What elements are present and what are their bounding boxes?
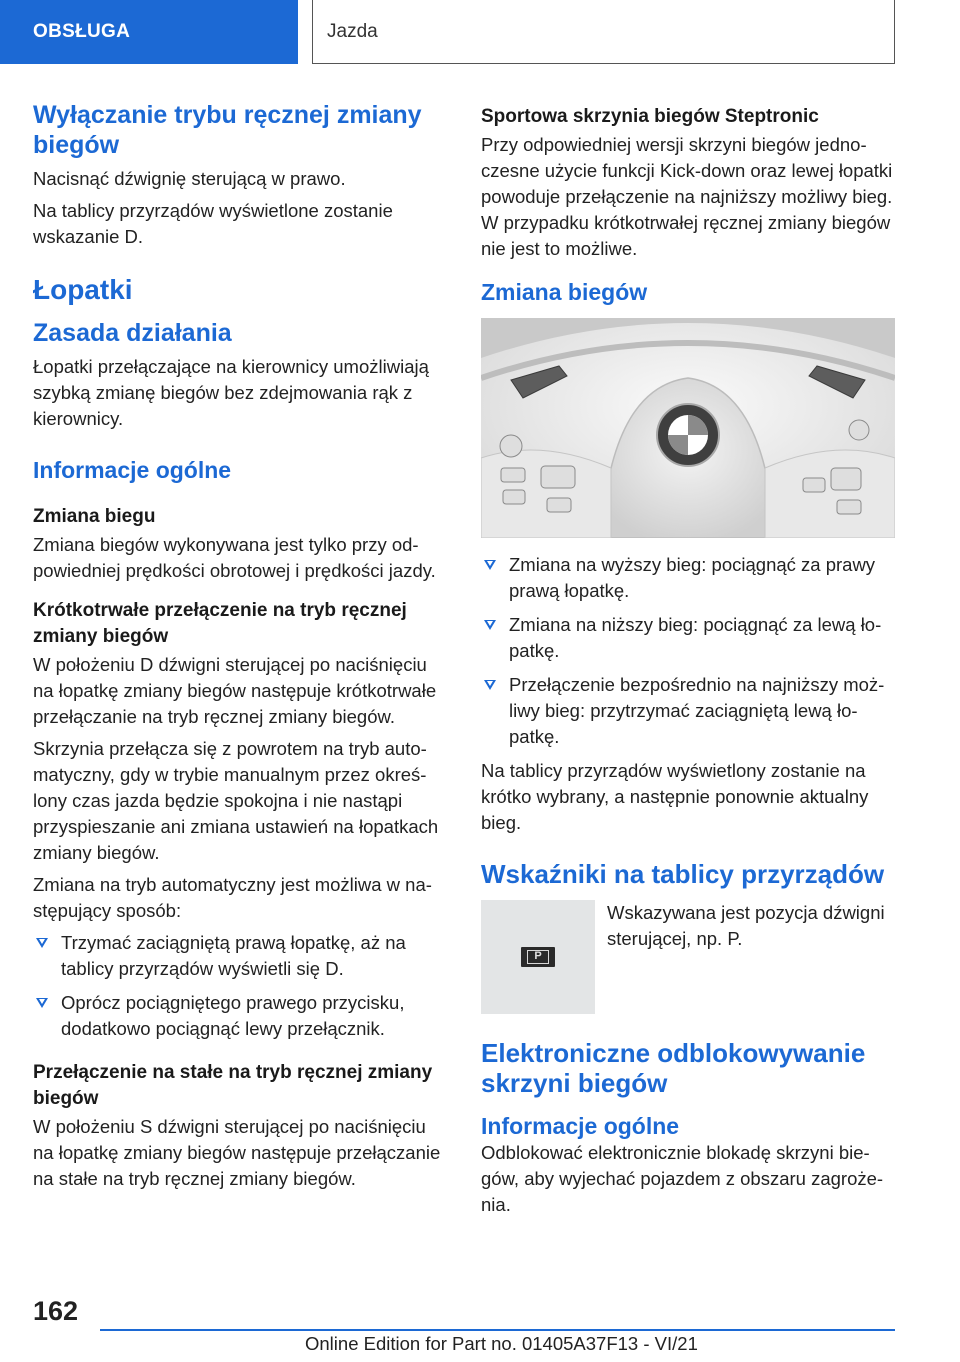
- heading-electronic-unlock: Elektroniczne odblokowywanie skrzyni biegów: [481, 1038, 866, 1098]
- paragraph: Zmiana biegów wykonywana jest tylko przy odpowiedniej prędkości obrotowej i prędkości jazdy.: [33, 534, 436, 581]
- triangle-bullet-icon: [484, 620, 496, 630]
- heading-general: Informacje ogólne: [33, 457, 232, 483]
- heading-principle: Zasada działania: [33, 319, 232, 347]
- paragraph: Przy odpowiedniej wersji skrzyni biegów jednoczesne użycie funkcji Kick-down oraz lewej łopatki powoduje przełączenie na najniższy możliwy bieg. W przypadku krótkotrwałej ręcznej zmiany biegów nie jest to możliwe.: [481, 134, 893, 259]
- footer-divider: [100, 1329, 895, 1331]
- heading-paddles: Łopatki: [33, 274, 133, 305]
- paragraph: Zmiana na tryb automatyczny jest możliwa w następujący sposób:: [33, 874, 432, 921]
- heading-indicators: Wskaźniki na tablicy przyrządów: [481, 859, 885, 889]
- paragraph: Nacisnąć dźwignię sterującą w prawo.: [33, 168, 346, 189]
- page-number: 162: [33, 1296, 79, 1326]
- paragraph: Na tablicy przyrządów wyświetlone zostanie wskazanie D.: [33, 200, 393, 247]
- steering-wheel-image: [481, 318, 895, 538]
- triangle-bullet-icon: [484, 560, 496, 570]
- paragraph: Na tablicy przyrządów wyświetlony zostanie na krótko wybrany, a następnie ponownie aktualny bieg.: [481, 760, 869, 833]
- park-indicator-icon: P: [521, 947, 555, 967]
- triangle-bullet-icon: [484, 680, 496, 690]
- list-item: Zmiana na wyższy bieg: pociągnąć za prawy prawą łopatkę.: [481, 552, 895, 604]
- triangle-bullet-icon: [36, 998, 48, 1008]
- paragraph: Wskazywana jest pozycja dźwigni sterującej, np. P.: [607, 902, 885, 949]
- gear-indicator-image: [481, 900, 595, 1014]
- chapter-title: Jazda: [312, 0, 895, 64]
- bullet-list-auto: [33, 930, 451, 1042]
- heading-general-2: Informacje ogólne: [481, 1113, 680, 1139]
- list-item: Trzymać zaciągniętą prawą łopatkę, aż na tablicy przyrządów wyświetli się D.: [33, 930, 451, 982]
- indicator-block: [481, 900, 895, 1018]
- paragraph: W położeniu D dźwigni sterującej po naciśnięciu na łopatkę zmiany biegów następuje krótkotrwałe przełączanie na tryb ręcznej zmiany biegów.: [33, 654, 437, 727]
- paragraph: Odblokować elektronicznie blokadę skrzyni biegów, aby wyjechać pojazdem z obszaru zagrożenia.: [481, 1142, 884, 1215]
- paragraph: Łopatki przełączające na kierownicy umożliwiają szybką zmianę biegów bez zdejmowania rąk z kierownicy.: [33, 356, 429, 429]
- heading-permanent: Przełączenie na stałe na tryb ręcznej zmiany biegów: [33, 1062, 433, 1109]
- section-tab: OBSŁUGA: [0, 0, 298, 64]
- list-item: Oprócz pociągniętego prawego przycisku, dodatkowo pociągnąć lewy przełącznik.: [33, 990, 451, 1042]
- heading-short-term: Krótkotrwałe przełączenie na tryb ręcznej zmiany biegów: [33, 600, 407, 647]
- triangle-bullet-icon: [36, 938, 48, 948]
- paragraph: W położeniu S dźwigni sterującej po naciśnięciu na łopatkę zmiany biegów następuje przełączanie na stałe na tryb ręcznej zmiany biegów.: [33, 1116, 441, 1189]
- heading-gear-change: Zmiana biegu: [33, 506, 156, 527]
- footer-edition: Online Edition for Part no. 01405A37F13 - VI/21: [305, 1333, 698, 1354]
- bullet-list-shift: [481, 552, 895, 750]
- list-item: Zmiana na niższy bieg: pociągnąć za lewą łopatkę.: [481, 612, 895, 664]
- heading-disable-manual: Wyłączanie trybu ręcznej zmiany biegów: [33, 101, 422, 159]
- heading-shifting: Zmiana biegów: [481, 279, 648, 305]
- paragraph: Skrzynia przełącza się z powrotem na tryb automatyczny, gdy w trybie manualnym przez określony czas jazda będzie spokojna i nie nastąpi przyspieszanie ani zmiana ustawień na łopatkach zmiany biegów.: [33, 738, 439, 863]
- list-item: Przełączenie bezpośrednio na najniższy możliwy bieg: przytrzymać zaciągniętą lewą łopatkę.: [481, 672, 895, 750]
- left-column: [33, 100, 451, 1198]
- right-column: [481, 100, 895, 1224]
- heading-steptronic: Sportowa skrzynia biegów Steptronic: [481, 106, 819, 127]
